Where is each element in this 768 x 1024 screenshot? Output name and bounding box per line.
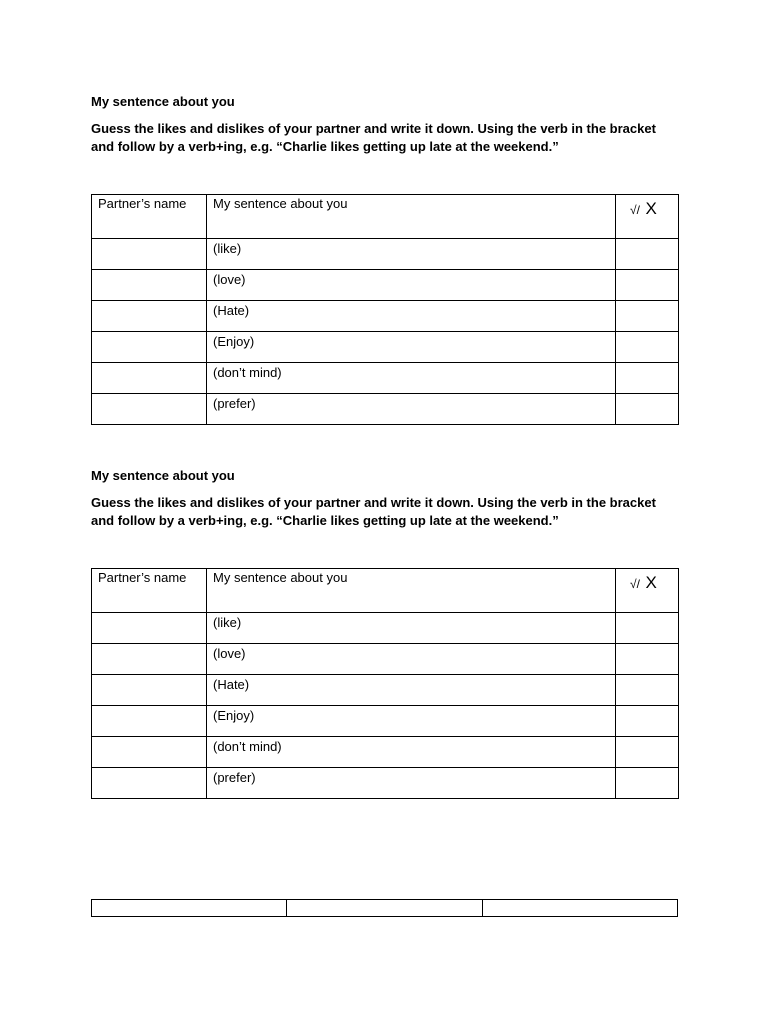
check-cell[interactable] bbox=[616, 301, 679, 332]
worksheet-section-1 bbox=[91, 94, 678, 425]
check-cell[interactable] bbox=[616, 706, 679, 737]
partner-name-cell[interactable] bbox=[92, 332, 207, 363]
header-check-cross bbox=[616, 195, 679, 239]
table-row bbox=[92, 706, 679, 737]
sentence-cell[interactable]: (don’t mind) bbox=[207, 737, 616, 768]
empty-cell[interactable] bbox=[287, 900, 482, 917]
sentence-cell[interactable]: (Hate) bbox=[207, 301, 616, 332]
section-instructions: Guess the likes and dislikes of your partner and write it down. Using the verb in the bracket and follow by a verb+ing, e.g. “Charlie likes getting up late at the weekend.” bbox=[91, 495, 656, 528]
sentence-cell[interactable]: (like) bbox=[207, 239, 616, 270]
header-partner-name: Partner’s name bbox=[92, 195, 207, 239]
sentence-cell[interactable]: (Enjoy) bbox=[207, 332, 616, 363]
partner-name-cell[interactable] bbox=[92, 706, 207, 737]
check-cell[interactable] bbox=[616, 363, 679, 394]
worksheet-section-2 bbox=[91, 468, 678, 799]
check-cell[interactable] bbox=[616, 675, 679, 706]
table-row bbox=[92, 239, 679, 270]
cross-mark-symbol: X bbox=[645, 199, 657, 218]
check-mark-symbol: √/ bbox=[630, 203, 640, 217]
table-row bbox=[92, 270, 679, 301]
partner-name-cell[interactable] bbox=[92, 239, 207, 270]
sentence-cell[interactable]: (Hate) bbox=[207, 675, 616, 706]
partner-name-cell[interactable] bbox=[92, 301, 207, 332]
table-row bbox=[92, 613, 679, 644]
partner-name-cell[interactable] bbox=[92, 394, 207, 425]
sentence-cell[interactable]: (don’t mind) bbox=[207, 363, 616, 394]
partner-name-cell[interactable] bbox=[92, 675, 207, 706]
sentence-cell[interactable]: (Enjoy) bbox=[207, 706, 616, 737]
header-partner-name: Partner’s name bbox=[92, 569, 207, 613]
table-header-row bbox=[92, 195, 679, 239]
check-cell[interactable] bbox=[616, 613, 679, 644]
table-row bbox=[92, 363, 679, 394]
worksheet-table bbox=[91, 568, 679, 799]
sentence-cell[interactable]: (like) bbox=[207, 613, 616, 644]
worksheet-table bbox=[91, 194, 679, 425]
partner-name-cell[interactable] bbox=[92, 768, 207, 799]
partner-name-cell[interactable] bbox=[92, 363, 207, 394]
empty-cell[interactable] bbox=[92, 900, 287, 917]
bottom-empty-table bbox=[91, 899, 678, 917]
sentence-cell[interactable]: (love) bbox=[207, 644, 616, 675]
table-row bbox=[92, 301, 679, 332]
table-header-row bbox=[92, 569, 679, 613]
partner-name-cell[interactable] bbox=[92, 613, 207, 644]
table-row bbox=[92, 332, 679, 363]
check-cell[interactable] bbox=[616, 270, 679, 301]
partner-name-cell[interactable] bbox=[92, 270, 207, 301]
check-cell[interactable] bbox=[616, 737, 679, 768]
empty-cell[interactable] bbox=[482, 900, 677, 917]
sentence-cell[interactable]: (prefer) bbox=[207, 394, 616, 425]
table-row bbox=[92, 737, 679, 768]
header-sentence: My sentence about you bbox=[207, 569, 616, 613]
check-cell[interactable] bbox=[616, 239, 679, 270]
check-cell[interactable] bbox=[616, 644, 679, 675]
partner-name-cell[interactable] bbox=[92, 644, 207, 675]
table-row bbox=[92, 675, 679, 706]
partner-name-cell[interactable] bbox=[92, 737, 207, 768]
check-cell[interactable] bbox=[616, 394, 679, 425]
section-heading: My sentence about you bbox=[91, 468, 235, 483]
section-instructions: Guess the likes and dislikes of your partner and write it down. Using the verb in the bracket and follow by a verb+ing, e.g. “Charlie likes getting up late at the weekend.” bbox=[91, 121, 656, 154]
table-row bbox=[92, 768, 679, 799]
sentence-cell[interactable]: (prefer) bbox=[207, 768, 616, 799]
check-cell[interactable] bbox=[616, 768, 679, 799]
check-cell[interactable] bbox=[616, 332, 679, 363]
header-check-cross bbox=[616, 569, 679, 613]
table-row bbox=[92, 644, 679, 675]
table-row bbox=[92, 394, 679, 425]
header-sentence: My sentence about you bbox=[207, 195, 616, 239]
table-row bbox=[92, 900, 678, 917]
cross-mark-symbol: X bbox=[645, 573, 657, 592]
sentence-cell[interactable]: (love) bbox=[207, 270, 616, 301]
check-mark-symbol: √/ bbox=[630, 577, 640, 591]
section-heading: My sentence about you bbox=[91, 94, 235, 109]
